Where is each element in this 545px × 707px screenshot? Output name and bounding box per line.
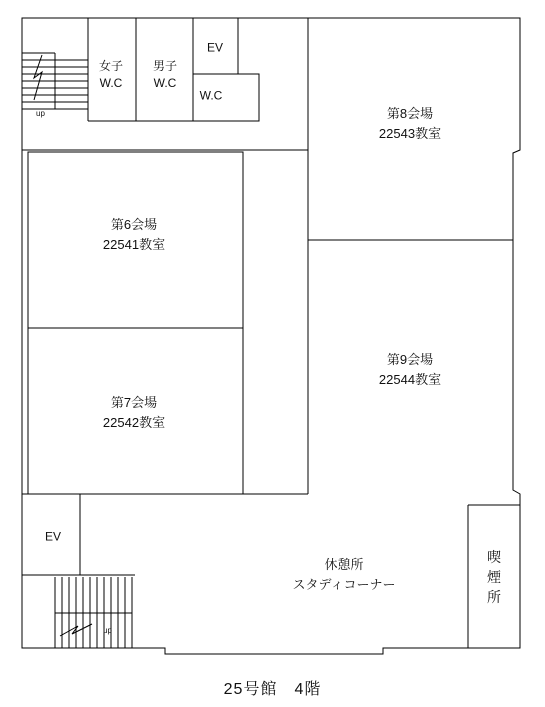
room7-name: 第7会場 [110, 395, 158, 410]
stairs-top-up-label: up [36, 109, 45, 118]
womens-wc-label [99, 58, 123, 92]
smoking-char-2: 煙 [487, 569, 501, 585]
ev-bottom-label: EV [44, 529, 62, 544]
mens-wc-label [153, 58, 177, 92]
room9-label [379, 350, 441, 390]
room6-label [103, 215, 165, 255]
room9-number: 22544教室 [378, 372, 442, 387]
room9-name: 第9会場 [386, 352, 434, 367]
smoking-room-label [485, 547, 503, 607]
smoking-char-1: 喫 [487, 549, 501, 565]
womens-wc-line2: W.C [99, 76, 123, 90]
room6-name: 第6会場 [110, 217, 158, 232]
lounge-subname: スタディコーナー [292, 577, 396, 592]
room8-number: 22543教室 [378, 126, 442, 141]
stairs-top [22, 53, 88, 109]
room8-wall [308, 18, 513, 494]
room8-label [379, 104, 441, 144]
room7-number: 22542教室 [102, 415, 166, 430]
wc-label: W.C [199, 88, 223, 103]
smoking-char-3: 所 [487, 589, 501, 605]
womens-wc-line1: 女子 [98, 59, 124, 73]
stairs-bottom [55, 577, 132, 648]
ev-top-label: EV [206, 40, 224, 55]
room8-name: 第8会場 [386, 106, 434, 121]
mens-wc-line2: W.C [153, 76, 177, 90]
floor-title: 25号館 4階 [223, 681, 322, 698]
room6-number: 22541教室 [102, 237, 166, 252]
building-outline [22, 18, 520, 654]
lounge-label [293, 555, 396, 595]
mens-wc-line1: 男子 [152, 59, 178, 73]
stairs-bottom-up-label: up [103, 626, 112, 635]
room7-label [103, 393, 165, 433]
lounge-name: 休憩所 [324, 557, 364, 572]
